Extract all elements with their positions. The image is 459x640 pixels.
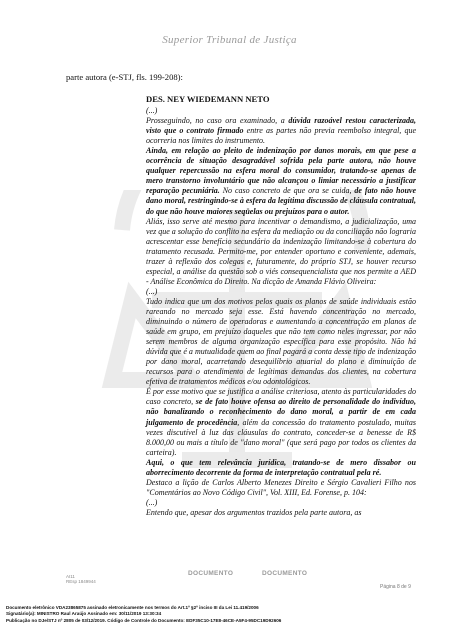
footer-logo-1 <box>188 570 233 577</box>
paragraph-6 <box>146 458 416 478</box>
text-run: de fato não houve dano moral, restringindo-se à esfera da legítima discussão de cláusula contratual, do que não houve maiores seqüelas ou prejuízos para o autor. <box>146 186 417 216</box>
text-run: No caso concreto de que ora se cuida, <box>219 186 355 196</box>
ellipsis-mid: (...) <box>146 286 158 296</box>
text-run: dúvida razoável restou caracterizada, visto que o contrato firmado <box>146 116 416 136</box>
intro-text: parte autora (e-STJ, fls. 199-208): <box>66 72 183 82</box>
paragraph-4 <box>146 297 416 387</box>
sig-line-3: Publicação no DJe/STJ nº 2805 de 03/12/2019. Código de Controle do Documento: EDF35C10-17E8-46CE-A5F4-95DC19D92606 <box>6 617 282 623</box>
text-run: Aqui, o que tem relevância jurídica, tratando-se de mero dissabor ou aborrecimento decorrente da forma de interpretação contratual pela ré. <box>146 457 416 477</box>
footer-logo-1-text: DOCUMENTO <box>188 570 234 577</box>
text-run: Prosseguindo, no caso ora examinado, a <box>146 116 289 126</box>
text-run: Tudo indica que um dos motivos pelos quais os planos de saúde individuais estão rareando no mercado seja esse. Está havendo concentração no mercado, diminuindo o número de operadoras e aumentando a concentração em planos de saúde em grupo, em prejuízo daqueles que não tem como neles ingressar, por não serem membros de alguma organização específica para esse propósito. Não há dúvida que é a mutualidade quem ao final pagará a conta desse tipo de indenização por dano moral, acarretando desequilíbrio atuarial do plano e diminuição de recursos para o atendimento de legítimas demandas dos clientes, na cobertura efetiva de tratamentos médicos e/ou odontológicos. <box>146 296 416 387</box>
signature-block <box>6 605 456 624</box>
quote-author: DES. NEY WIEDEMANN NETO <box>146 94 270 104</box>
text-run: Destaco a lição de Carlos Alberto Menezes Direito e Sérgio Cavalieri Filho nos "Comentários ao Novo Código Civil", Vol. XIII, Ed. Forense, p. 104: <box>146 477 416 497</box>
paragraph-1 <box>146 116 416 146</box>
ellipsis-top: (...) <box>146 106 158 116</box>
footer-logo-2 <box>262 570 307 577</box>
footer-code-2: REsp 1849944 <box>66 579 96 584</box>
text-run: Ainda, em relação ao pleito de indenização por danos morais, em que pese a ocorrência de situação desagradável sofrida pela parte autora, não houve qualquer repercussão na esfera moral do consumidor, tratando-se apenas de mero transtorno involuntário que não alcançou o limiar necessário a justificar reparação pecuniária. <box>146 146 416 196</box>
footer-logo-2-text: DOCUMENTO <box>262 570 308 577</box>
paragraph-8 <box>146 508 416 518</box>
text-run: entre as partes não previa reembolso integral, que ocorreria nos limites do instrumento. <box>146 126 417 146</box>
paragraph-7 <box>146 478 416 498</box>
text-run: se de fato houve ofensa ao direito de personalidade do indivíduo, não banalizando o reconhecimento do dano moral, a partir de em cada julgamento de procedência <box>146 397 416 427</box>
quoted-opinion <box>146 94 416 518</box>
paragraph-5 <box>146 387 416 457</box>
sig-line-2: Signatário(a): MINISTRO Raul Araújo Assinado em: 30/11/2019 13:30:34 <box>6 611 162 617</box>
ellipsis-bottom: (...) <box>146 497 158 507</box>
paragraph-2 <box>146 146 416 216</box>
footer-code-1: AI11 <box>66 574 75 579</box>
text-run: Aliás, isso serve até mesmo para incentivar o demandismo, a judicialização, uma vez que a solução do conflito na esfera da mediação ou da conciliação não lograria acrescentar esse benefício secundário da indenização limitando-se à cobertura do tratamento recusada. Permito-me, por entender oportuno e conveniente, ademais, trazer à reflexão dos colegas e, futuramente, do próprio STJ, se houver recurso especial, a análise da questão sob o viés consequencialista que nos permite a AED - Análise Econômica do Direito. Na dicção de Amanda Flávio Oliveira: <box>146 216 416 286</box>
page-number: Página 8 de 9 <box>380 584 411 590</box>
court-header: Superior Tribunal de Justiça <box>162 34 297 46</box>
text-run: Entendo que, apesar dos argumentos trazidos pela parte autora, as <box>146 507 362 517</box>
text-run: , além da concessão do tratamento postulado, muitas vezes discutível à luz das cláusulas do contrato, conceder-se a benesse de R$ 8.000,00 ou mais a título de "dano moral" (que será pago por todos os clientes da carteira). <box>146 417 416 457</box>
sig-line-1: Documento eletrônico VDA23865875 assinado eletronicamente nos termos do Art.1º §2º inciso III da Lei 11.419/2006 <box>6 605 259 610</box>
paragraph-3 <box>146 217 416 287</box>
text-run: É por esse motivo que se justifica a análise criteriosa, atento às particularidades do caso concreto, <box>146 387 416 407</box>
